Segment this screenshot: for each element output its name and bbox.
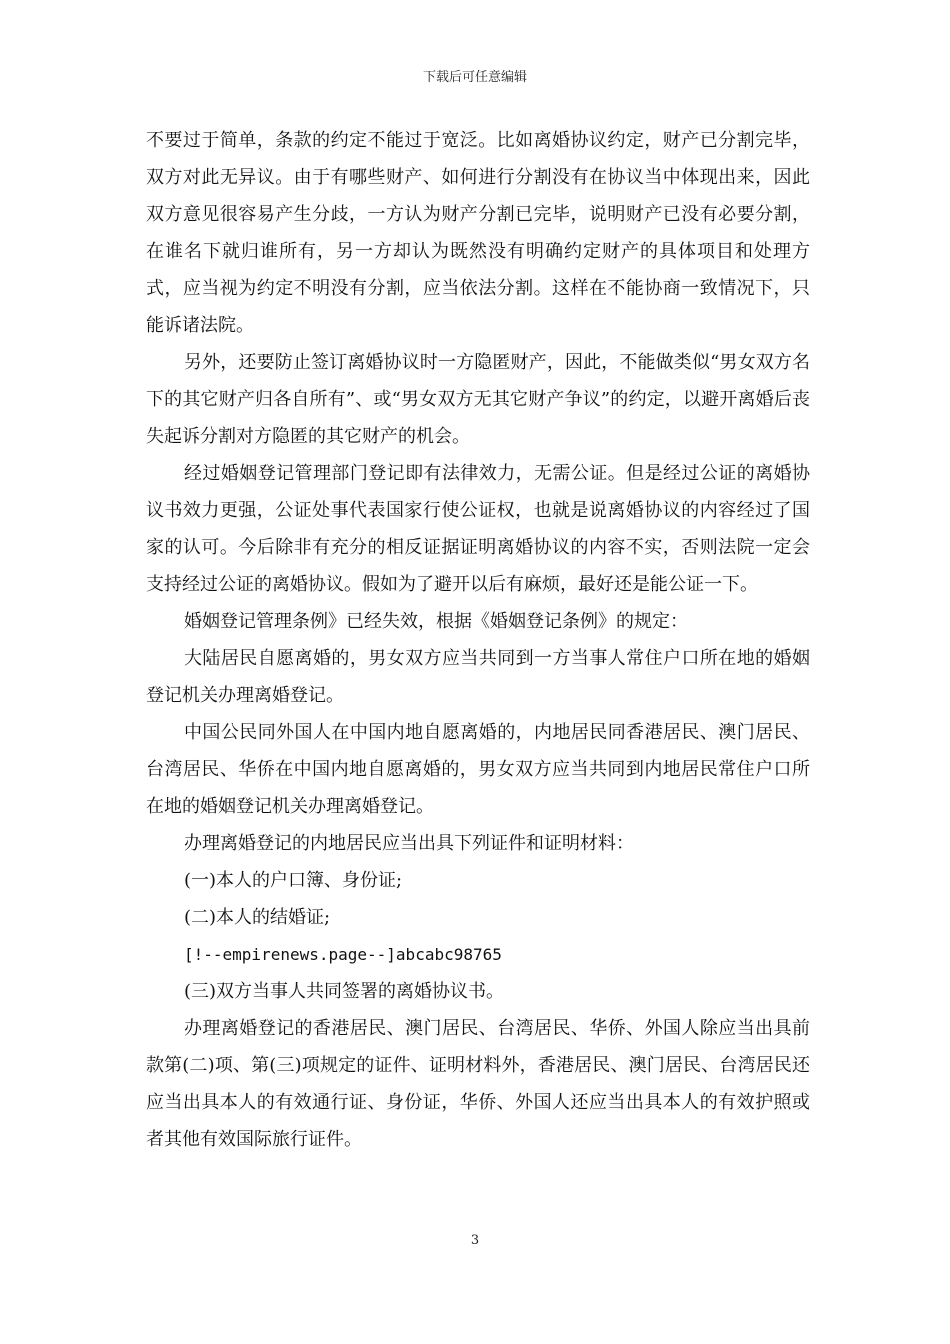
paragraph: 中国公民同外国人在中国内地自愿离婚的，内地居民同香港居民、澳门居民、台湾居民、华侨在中国内地自愿离婚的，男女双方应当共同到内地居民常住户口所在地的婚姻登记机关办理离婚登记。 [146, 722, 810, 817]
paragraph: 大陆居民自愿离婚的，男女双方应当共同到一方当事人常住户口所在地的婚姻登记机关办理离婚登记。 [146, 648, 810, 706]
paragraph: 办理离婚登记的香港居民、澳门居民、台湾居民、华侨、外国人除应当出具前款第(二)项、第(三)项规定的证件、证明材料外，香港居民、澳门居民、台湾居民还应当出具本人的有效通行证、身份证，华侨、外国人还应当出具本人的有效护照或者其他有效国际旅行证件。 [146, 1018, 810, 1150]
paragraph: 婚姻登记管理条例》已经失效，根据《婚姻登记条例》的规定： [184, 611, 688, 632]
document-body [146, 122, 810, 1158]
page-number: 3 [470, 1233, 480, 1248]
paragraph: 经过婚姻登记管理部门登记即有法律效力，无需公证。但是经过公证的离婚协议书效力更强，公证处事代表国家行使公证权，也就是说离婚协议的内容经过了国家的认可。今后除非有充分的相反证据证明离婚协议的内容不实，否则法院一定会支持经过公证的离婚协议。假如为了避开以后有麻烦，最好还是能公证一下。 [146, 463, 810, 595]
page-header: 下载后可任意编辑 [422, 70, 527, 85]
paragraph: 办理离婚登记的内地居民应当出具下列证件和证明材料： [184, 833, 634, 854]
list-item: (二)本人的结婚证; [184, 907, 331, 928]
list-item: (三)双方当事人共同签署的离婚协议书。 [184, 981, 505, 1002]
paragraph: 不要过于简单，条款的约定不能过于宽泛。比如离婚协议约定，财产已分割完毕，双方对此无异议。由于有哪些财产、如何进行分割没有在协议当中体现出来，因此双方意见很容易产生分歧，一方认为财产分割已完毕，说明财产已没有必要分割，在谁名下就归谁所有，另一方却认为既然没有明确约定财产的具体项目和处理方式，应当视为约定不明没有分割，应当依法分割。这样在不能协商一致情况下，只能诉诸法院。 [146, 130, 810, 336]
paragraph: 另外，还要防止签订离婚协议时一方隐匿财产，因此，不能做类似“男女双方名下的其它财产归各自所有”、或“男女双方无其它财产争议”的约定，以避开离婚后丧失起诉分割对方隐匿的其它财产的机会。 [146, 352, 810, 447]
page-marker-text: [!--empirenews.page--]abcabc98765 [184, 945, 502, 964]
list-item: (一)本人的户口簿、身份证; [184, 870, 403, 891]
